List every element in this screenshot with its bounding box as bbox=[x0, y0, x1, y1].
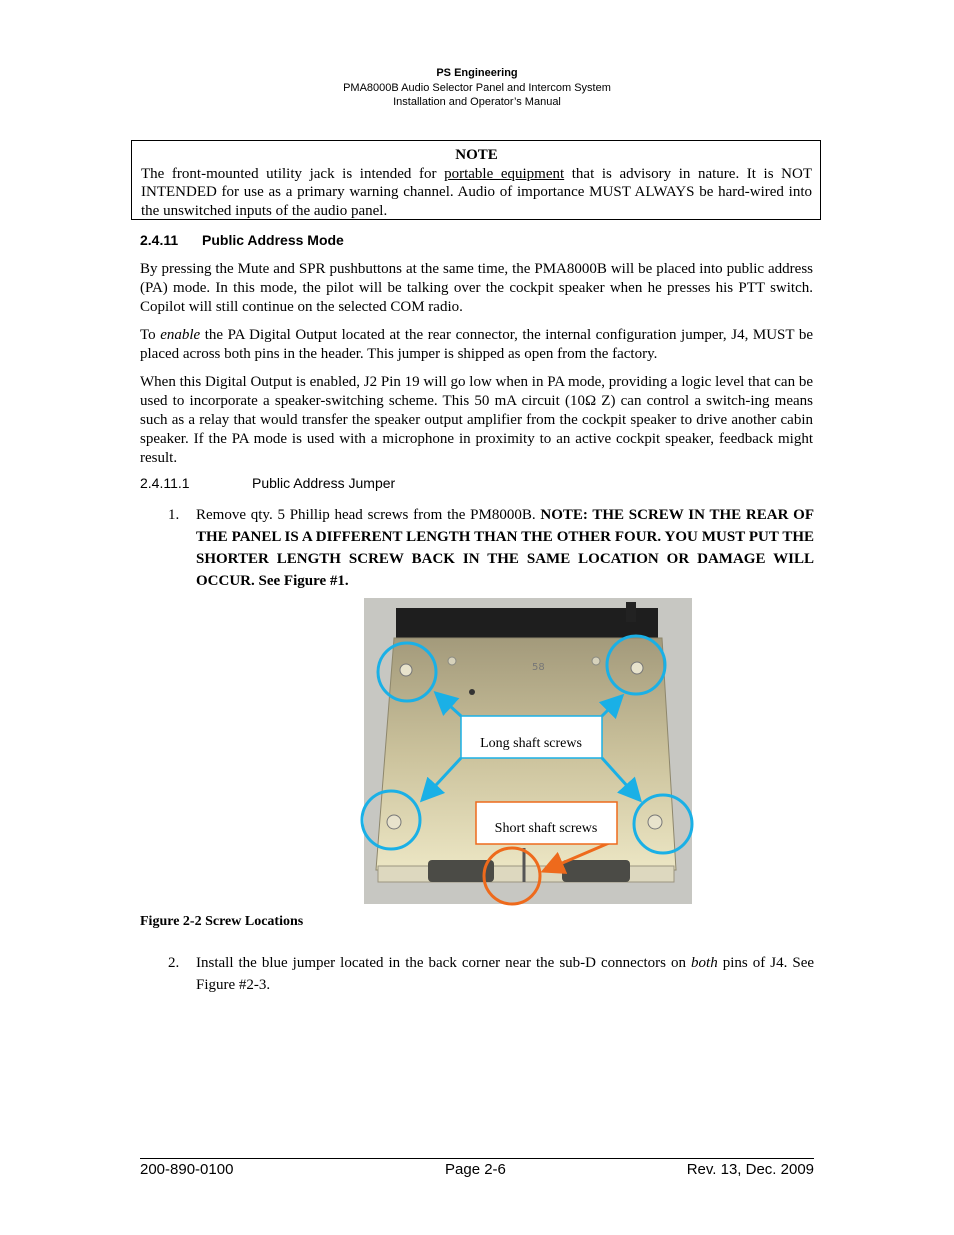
screw-top-right bbox=[631, 662, 643, 674]
note-title: NOTE bbox=[455, 147, 498, 163]
sub-d-connector-right bbox=[562, 860, 630, 882]
screw-locations-photo bbox=[364, 598, 692, 904]
p2-start: To bbox=[140, 327, 161, 343]
figure-caption: Figure 2-2 Screw Locations bbox=[140, 914, 304, 929]
p2-emphasis: enable bbox=[160, 327, 201, 343]
header-manual-title: Installation and Operator’s Manual bbox=[393, 96, 561, 108]
paragraph-digital-output: When this Digital Output is enabled, J2 Pin 19 will go low when in PA mode, providing a logic level that can be used to incorporate a speaker-switching scheme. This 50 mA circuit (10Ω Z) can control a switch-ing means such as a relay that would transfer the speaker output amplifier from the cockpit speaker to drive another cabin speaker. If the PA mode is used with a microphone in proximity to an active cockpit speaker, feedback might result. bbox=[140, 374, 813, 466]
step-1-marker: 1. bbox=[168, 507, 180, 523]
step-1 bbox=[140, 504, 814, 592]
subsection-title: Public Address Jumper bbox=[252, 475, 396, 491]
note-text-end: that is advisory in nature. It is NOT INTENDED for use as a primary warning channel. Audio of importance MUST ALWAYS be hard-wired into the unswitched inputs of the audio panel. bbox=[141, 165, 812, 219]
section-title: Public Address Mode bbox=[202, 232, 344, 248]
note-text bbox=[141, 165, 812, 221]
header-product: PMA8000B Audio Selector Panel and Intercom System bbox=[343, 81, 611, 94]
label-long-shaft-screws: Long shaft screws bbox=[480, 736, 582, 751]
svg-text:58: 58 bbox=[532, 662, 545, 673]
footer-doc-number: 200-890-0100 bbox=[140, 1161, 234, 1178]
subsection-number: 2.4.11.1 bbox=[140, 475, 190, 491]
step-2-text-end: pins of J4. See Figure #2-3. bbox=[196, 955, 815, 993]
section-heading bbox=[140, 232, 344, 248]
footer-page-number: Page 2-6 bbox=[445, 1161, 506, 1178]
p2-end: the PA Digital Output located at the rear connector, the internal configuration jumper, J4, MUST be placed across both pins in the header. This jumper is shipped as open from the factory. bbox=[140, 327, 814, 362]
subsection-heading bbox=[140, 475, 395, 491]
paragraph-enable-output bbox=[140, 326, 813, 364]
screw-bottom-left bbox=[387, 815, 401, 829]
page-header bbox=[0, 66, 954, 110]
screw-top-left bbox=[400, 664, 412, 676]
step-1-warning: NOTE: THE SCREW IN THE REAR OF THE PANEL IS A DIFFERENT LENGTH THAN THE OTHER FOUR. YOU MUST PUT THE SHORTER LENGTH SCREW BACK IN THE SAME LOCATION OR DAMAGE WILL OCCUR. See Figure #1. bbox=[196, 507, 814, 589]
note-underlined-text: portable equipment bbox=[444, 165, 565, 182]
footer-rule bbox=[140, 1158, 814, 1159]
step-2-emphasis: both bbox=[691, 955, 718, 971]
note-box bbox=[131, 140, 821, 220]
step-2 bbox=[140, 952, 814, 996]
section-number: 2.4.11 bbox=[140, 232, 179, 248]
note-text-start: The front-mounted utility jack is intended for bbox=[141, 165, 445, 182]
header-company: PS Engineering bbox=[436, 67, 518, 79]
step-1-text: Remove qty. 5 Phillip head screws from the PM8000B. bbox=[196, 507, 541, 523]
footer-revision: Rev. 13, Dec. 2009 bbox=[686, 1161, 814, 1178]
photo-illustration bbox=[364, 598, 692, 904]
step-2-text-start: Install the blue jumper located in the back corner near the sub-D connectors on bbox=[196, 955, 692, 971]
label-short-shaft-screws: Short shaft screws bbox=[494, 821, 598, 836]
screw-bottom-right bbox=[648, 815, 662, 829]
step-2-marker: 2. bbox=[168, 955, 180, 971]
paragraph-pa-mode: By pressing the Mute and SPR pushbuttons at the same time, the PMA8000B will be placed into public address (PA) mode. In this mode, the pilot will be talking over the cockpit speaker when he presses his PTT switch. Copilot will still continue on the selected COM radio. bbox=[140, 261, 813, 315]
